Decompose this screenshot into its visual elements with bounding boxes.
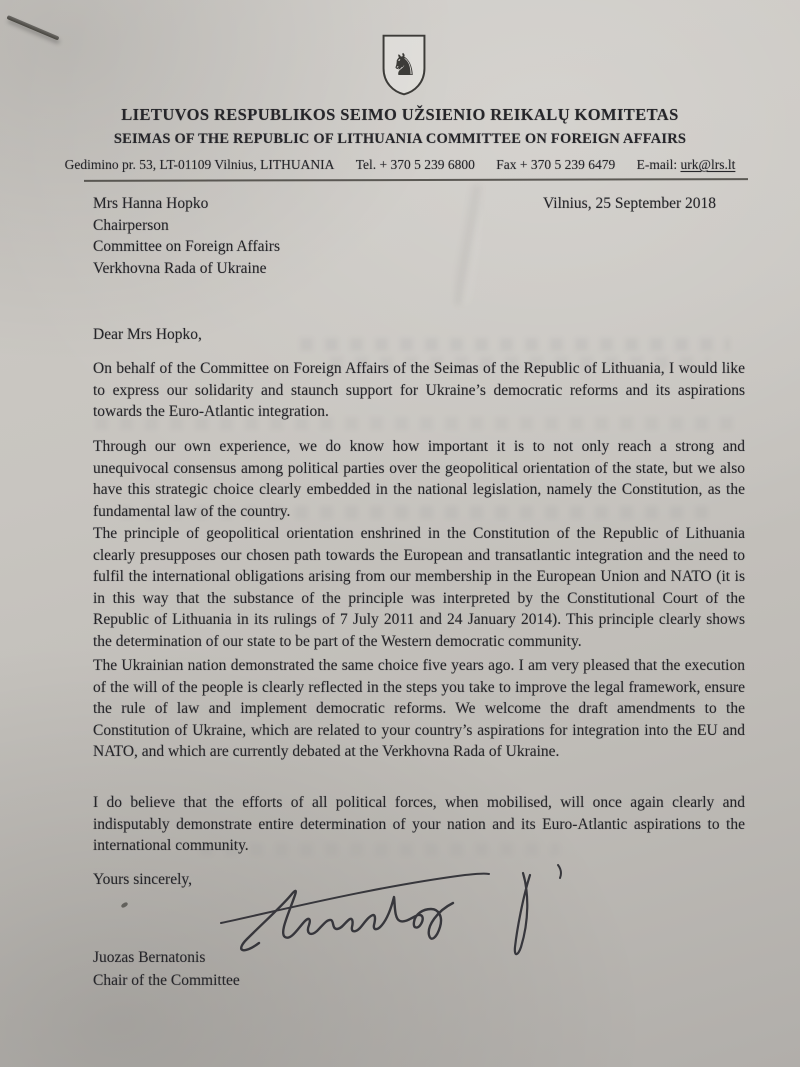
email-address: urk@lrs.lt [680,157,736,172]
paragraph-3: The principle of geopolitical orientation enshrined in the Constitution of the Republic of Lithuania clearly presupposes our chosen path towards the European and transatlantic integration and the need to fulfil the international obligations arising from our membership in the European Union and NATO (it is in this way that the substance of the principle was interpreted by the Constitutional Court of the Republic of Lithuania in its rulings of 7 July 2011 and 24 January 2014). This principle clearly shows the determination of our state to be part of the Western democratic community. [93,525,745,650]
vytis-coat-of-arms-icon [377,33,431,97]
letterhead-contact-line [0,157,800,173]
recipient-name: Mrs Hanna Hopko [93,195,209,212]
paragraph-4: The Ukrainian nation demonstrated the same choice five years ago. I am very pleased that the execution of the will of the people is clearly reflected in the steps you take to improve the legal framework, ensure the rule of law and implement democratic reforms. We welcome the draft amendments to the Constitution of Ukraine, which are related to your country’s aspirations for integration into the EU and NATO, and which are currently debated at the Verkhovna Rada of Ukraine. [93,657,745,760]
recipient-role: Chairperson [93,216,169,234]
letterhead-title-lt: LIETUVOS RESPUBLIKOS SEIMO UŽSIENIO REIKALŲ KOMITETAS [121,105,679,124]
signer-name: Juozas Bernatonis [93,949,206,966]
signer-title: Chair of the Committee [93,971,240,989]
letterhead-tel: Tel. + 370 5 239 6800 [355,157,475,172]
email-label: E-mail: [636,157,678,172]
letterhead-fax: Fax + 370 5 239 6479 [496,157,616,172]
paragraph-1: On behalf of the Committee on Foreign Affairs of the Seimas of the Republic of Lithuania, I would like to express our solidarity and staunch support for Ukraine’s democratic reforms and its aspirations towards the Euro-Atlantic integration. [93,360,745,420]
recipient-block [93,193,280,279]
recipient-committee: Committee on Foreign Affairs [93,238,280,255]
paragraph-5: I do believe that the efforts of all political forces, when mobilised, will once again clearly and indisputably demonstrate entire determination of your nation and its Euro-Atlantic aspirations to the international community. [93,794,745,854]
salutation: Dear Mrs Hopko, [93,326,202,343]
letterhead-address: Gedimino pr. 53, LT-01109 Vilnius, LITHUANIA [64,157,335,172]
letterhead-divider [84,178,748,182]
signer-block [93,947,745,992]
letterhead-title-en: SEIMAS OF THE REPUBLIC OF LITHUANIA COMMITTEE ON FOREIGN AFFAIRS [113,131,687,147]
letterhead-email [637,157,736,172]
svg-text:♞: ♞ [390,47,418,83]
paragraph-2: Through our own experience, we do know how important it is to not only reach a strong and unequivocal consensus among political parties over the geopolitical orientation of the state, but we also have this strategic choice clearly embedded in the national legislation, namely the Constitution, as the fundamental law of the country. [93,438,745,520]
staple [6,15,59,41]
dateline: Vilnius, 25 September 2018 [543,195,716,212]
recipient-institution: Verkhovna Rada of Ukraine [93,259,267,277]
ink-speck [120,902,128,909]
closing-salutation: Yours sincerely, [93,871,193,888]
